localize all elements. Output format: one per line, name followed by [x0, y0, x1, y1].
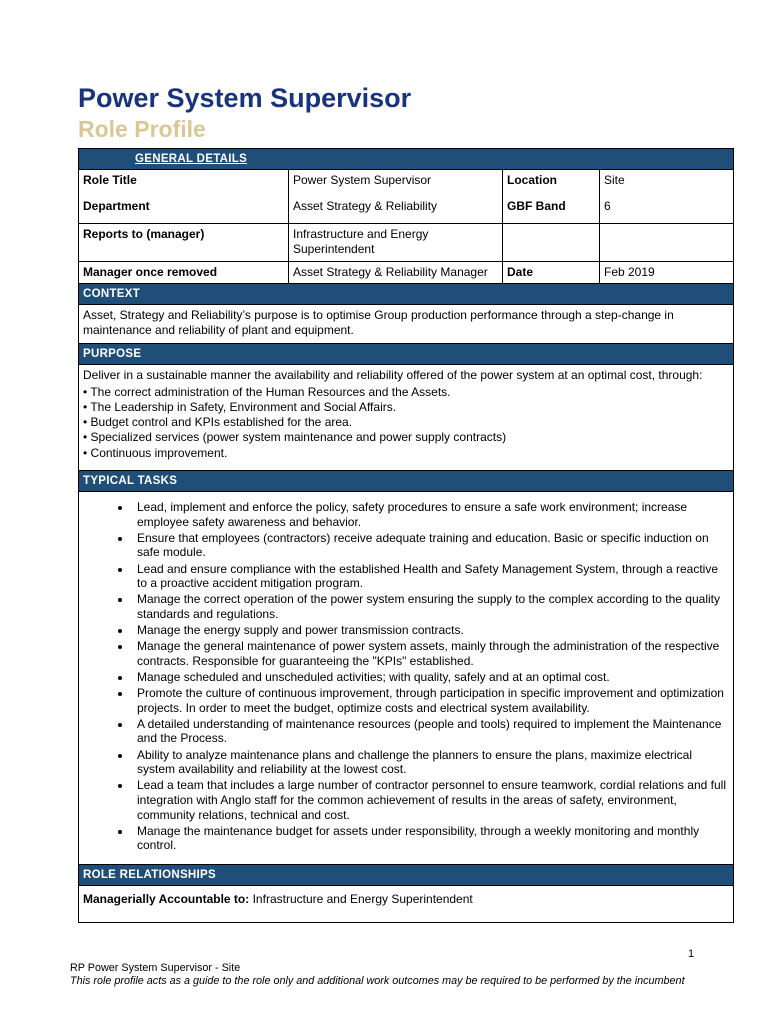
purpose-bullet-item: • Specialized services (power system maintenance and power supply contracts) [83, 430, 729, 445]
section-header-row-general-details [79, 148, 734, 169]
page-number: 1 [688, 948, 695, 960]
department-value: Asset Strategy & Reliability [293, 199, 438, 214]
context-body: Asset, Strategy and Reliability’s purpose is to optimise Group production performance through a step-change in maintenance and reliability of plant and equipment. [79, 305, 734, 344]
reports-to-label: Reports to (manager) [79, 224, 289, 262]
role-title-value: Power System Supervisor [293, 173, 432, 188]
document-content [78, 84, 733, 923]
general-labels-cell [79, 170, 289, 224]
general-values-cell [289, 170, 503, 224]
role-profile-table [78, 148, 734, 923]
section-header-row-purpose [79, 344, 734, 365]
section-header-row-typical-tasks [79, 470, 734, 491]
task-item: • Manage scheduled and unscheduled activities; with quality, safely and at an optimal cost. [132, 670, 729, 685]
section-header-purpose: PURPOSE [79, 344, 734, 365]
location-value: Site [604, 173, 625, 188]
empty-cell [600, 224, 734, 262]
reports-to-value: Infrastructure and Energy Superintendent [289, 224, 503, 262]
task-item: • Manage the energy supply and power transmission contracts. [132, 623, 729, 638]
gbf-band-value: 6 [604, 199, 611, 214]
purpose-bullet-item: • The Leadership in Safety, Environment and Social Affairs. [83, 400, 729, 415]
managerially-accountable-value: Infrastructure and Energy Superintendent [249, 892, 473, 907]
purpose-body [79, 365, 734, 470]
section-header-typical-tasks: TYPICAL TASKS [79, 470, 734, 491]
task-item: • Manage the general maintenance of power system assets, mainly through the administration of the respective contracts. Responsible for guaranteeing the "KPIs" established. [132, 639, 729, 668]
location-band-values-cell [600, 170, 734, 224]
role-title-label: Role Title [83, 173, 137, 188]
task-item: • Lead and ensure compliance with the established Health and Safety Management System, through a reactive to a proactive accident mitigation program. [132, 562, 729, 591]
section-header-general-details [79, 148, 734, 169]
table-row-context-body [79, 305, 734, 344]
date-value: Feb 2019 [600, 262, 734, 284]
typical-tasks-body [79, 492, 734, 865]
empty-cell [503, 224, 600, 262]
task-item: • Manage the maintenance budget for assets under responsibility, through a weekly monitoring and monthly control. [132, 824, 729, 853]
table-row-manager-once-removed [79, 262, 734, 284]
location-band-labels-cell [503, 170, 600, 224]
table-row-general-block [79, 170, 734, 224]
task-item: • Promote the culture of continuous improvement, through participation in specific improvement and optimization projects. In order to meet the budget, optimize costs and electrical system availability. [132, 686, 729, 715]
general-details-header-label: GENERAL DETAILS [135, 152, 248, 165]
role-relationships-body [79, 886, 734, 923]
department-label: Department [83, 199, 150, 214]
typical-tasks-list [83, 500, 729, 853]
task-item: • Ensure that employees (contractors) receive adequate training and education. Basic or specific induction on safe module. [132, 531, 729, 560]
footer-document-name: RP Power System Supervisor - Site [70, 962, 241, 974]
table-row-purpose-body [79, 365, 734, 470]
footer-disclaimer: This role profile acts as a guide to the role only and additional work outcomes may be required to be performed by the incumbent [70, 975, 685, 987]
section-header-row-context [79, 284, 734, 305]
table-row-reports-to [79, 224, 734, 262]
purpose-bullet-item: • Budget control and KPIs established for the area. [83, 415, 729, 430]
section-header-role-relationships: ROLE RELATIONSHIPS [79, 864, 734, 885]
page-subtitle: Role Profile [78, 115, 206, 142]
section-header-row-role-relationships [79, 864, 734, 885]
manager-once-removed-label: Manager once removed [79, 262, 289, 284]
manager-once-removed-value: Asset Strategy & Reliability Manager [289, 262, 503, 284]
page-title: Power System Supervisor [78, 83, 412, 113]
task-item: • Lead, implement and enforce the policy, safety procedures to ensure a safe work environment; increase employee safety awareness and behavior. [132, 500, 729, 529]
section-header-context: CONTEXT [79, 284, 734, 305]
gbf-band-label: GBF Band [507, 199, 566, 214]
purpose-bullet-list [83, 385, 729, 461]
task-item: • Ability to analyze maintenance plans and challenge the planners to ensure the plans, maximize electrical system availability and reliability at the lowest cost. [132, 748, 729, 777]
table-row-role-relationships-body [79, 886, 734, 923]
purpose-intro: Deliver in a sustainable manner the availability and reliability offered of the power system at an optimal cost, through: [83, 368, 703, 383]
managerially-accountable-label: Managerially Accountable to: [83, 892, 250, 907]
task-item: • Manage the correct operation of the power system ensuring the supply to the complex according to the quality standards and regulations. [132, 592, 729, 621]
task-item: • Lead a team that includes a large number of contractor personnel to ensure teamwork, cordial relations and full integration with Anglo staff for the common achievement of results in the areas of safety, environment, community relations, technical and cost. [132, 778, 729, 822]
purpose-bullet-item: • Continuous improvement. [83, 446, 729, 461]
purpose-bullet-item: • The correct administration of the Human Resources and the Assets. [83, 385, 729, 400]
location-label: Location [507, 173, 557, 188]
task-item: • A detailed understanding of maintenance resources (people and tools) required to implement the Maintenance and the Process. [132, 717, 729, 746]
date-label: Date [503, 262, 600, 284]
table-row-typical-tasks-body [79, 492, 734, 865]
